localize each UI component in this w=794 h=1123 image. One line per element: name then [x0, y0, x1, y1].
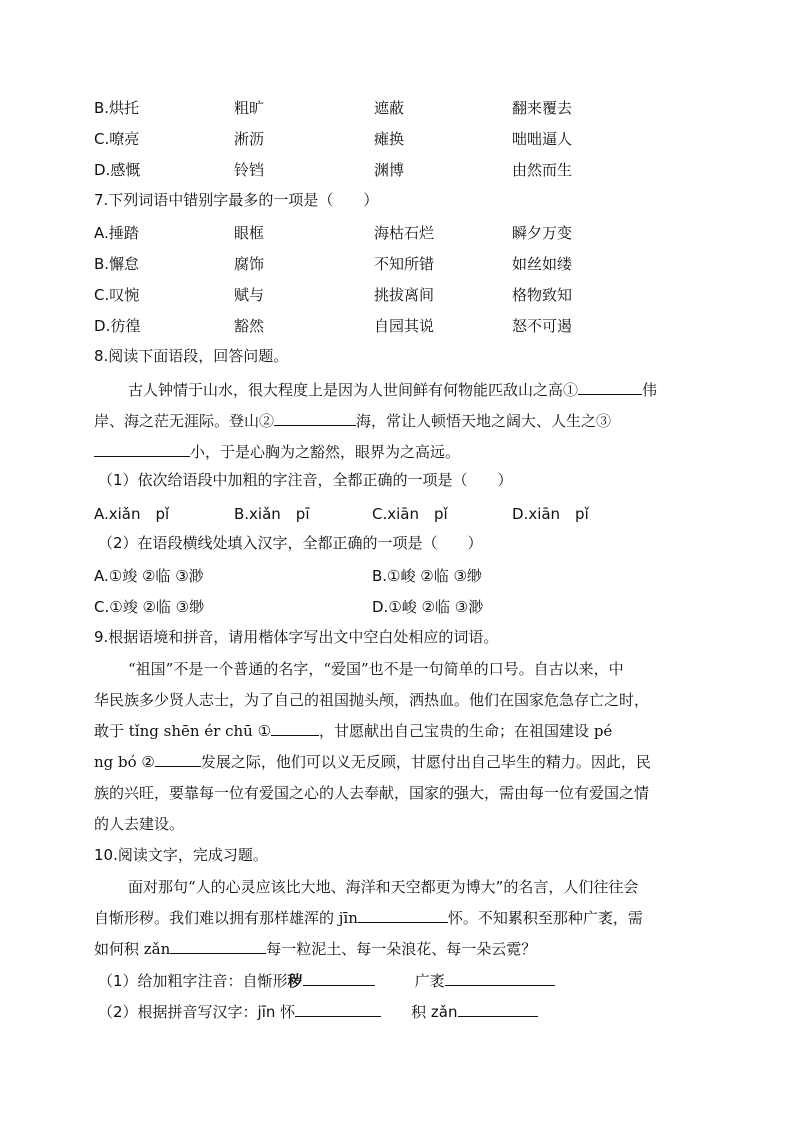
option-word: 赋与: [234, 286, 265, 304]
option-word: 豁然: [234, 317, 265, 335]
q8-passage: [94, 379, 696, 479]
option-word: 铃铛: [234, 161, 265, 179]
blank-1[interactable]: [271, 721, 319, 736]
q10-sub2: （2）根据拼音写汉字：jīn 怀 积 zǎn: [98, 1001, 538, 1022]
option-a[interactable]: A.①竣 ②临 ③渺: [94, 567, 204, 585]
q7-option-d: [94, 315, 714, 337]
answer-blank-1[interactable]: [303, 971, 375, 986]
option-word: 如丝如缕: [512, 255, 573, 273]
q9-line-1: “祖国”不是一个普通的名字，“爱国”也不是一句简单的口号。自古以来，中: [128, 660, 624, 678]
q10-stem: 10.阅读文字，完成习题。: [94, 846, 268, 864]
option-d[interactable]: D.①峻 ②临 ③渺: [372, 598, 484, 616]
option-c[interactable]: C.xiān pǐ: [372, 505, 448, 523]
q8-sub1: （1）依次给语段中加粗的字注音，全都正确的一项是（ ）: [98, 471, 513, 489]
option-word: 不知所错: [374, 255, 435, 273]
q8-sub2-options-cd: [94, 596, 714, 618]
blank-2[interactable]: [155, 752, 201, 767]
option-word: 腐饰: [234, 255, 265, 273]
blank-1[interactable]: [578, 380, 642, 395]
option-d[interactable]: D.xiān pǐ: [512, 505, 589, 523]
option-word: 挑拔离间: [374, 286, 435, 304]
blank-jin[interactable]: [358, 908, 448, 923]
q7-option-b: [94, 253, 714, 275]
q7-option-a: [94, 222, 714, 244]
answer-blank-3[interactable]: [295, 1002, 381, 1017]
q9-line-4: ng bó ② 发展之际，他们可以义无反顾，甘愿付出自己毕生的精力。因此，民: [94, 753, 651, 771]
q8-passage-line-1: 古人钟情于山水，很大程度上是因为人世间鲜有何物能匹敌山之高① 伟: [128, 381, 658, 399]
option-word: 自园其说: [374, 317, 435, 335]
q9-line-3: 敢于 tǐng shēn ér chū ① ，甘愿献出自己宝贵的生命；在祖国建设 pé: [94, 722, 613, 740]
q8-sub2-options-ab: [94, 565, 714, 587]
option-word: 怒不可遏: [512, 317, 573, 335]
q7-option-c: [94, 284, 714, 306]
option-label: C.叹惋: [94, 286, 140, 304]
q10-passage: [94, 876, 696, 956]
q9-passage: [94, 658, 696, 838]
option-word: 格物致知: [512, 286, 573, 304]
option-word: 淅沥: [234, 130, 265, 148]
option-b[interactable]: B.①峻 ②临 ③缈: [372, 567, 482, 585]
option-word: 翻来覆去: [512, 99, 573, 117]
option-word: 瘫换: [374, 130, 405, 148]
option-label: B.懈怠: [94, 255, 140, 273]
q8-sub1-options: [94, 503, 714, 525]
option-a[interactable]: A.xiǎn pǐ: [94, 505, 170, 523]
q8-stem: 8.阅读下面语段，回答问题。: [94, 347, 289, 365]
answer-blank-2[interactable]: [445, 971, 555, 986]
option-c[interactable]: C.①竣 ②临 ③缈: [94, 598, 205, 616]
blank-zan[interactable]: [170, 939, 266, 954]
option-word: 眼框: [234, 224, 265, 242]
answer-blank-4[interactable]: [458, 1002, 538, 1017]
q10-line-3: 如何积 zǎn 每一粒泥土、每一朵浪花、每一朵云霓？: [94, 940, 537, 958]
option-label: A.捶踏: [94, 224, 139, 242]
option-label: D.感慨: [94, 161, 141, 179]
q8-passage-line-3: 小，于是心胸为之豁然，眼界为之高远。: [94, 441, 460, 462]
q6-option-c: [94, 128, 714, 150]
q10-line-2: 自惭形秽。我们难以拥有那样雄浑的 jīn 怀。不知累积至那种广袤，需: [94, 909, 643, 927]
option-word: 瞬夕万变: [512, 224, 573, 242]
q6-option-d: [94, 159, 714, 181]
option-word: 粗旷: [234, 99, 265, 117]
blank-2[interactable]: [274, 411, 356, 426]
q8-passage-line-2: 岸、海之茫无涯际。登山② 海，常让人顿悟天地之阔大、人生之③: [94, 412, 612, 430]
option-word: 咄咄逼人: [512, 130, 573, 148]
option-label: C.嘹亮: [94, 130, 140, 148]
q6-option-b: [94, 97, 714, 119]
option-label: D.彷徨: [94, 317, 141, 335]
q9-line-6: 的人去建设。: [94, 815, 185, 833]
option-label: B.烘托: [94, 99, 140, 117]
q10-sub1: （1）给加粗字注音：自惭形秽 广袤: [98, 970, 555, 991]
option-word: 海枯石烂: [374, 224, 435, 242]
option-word: 渊博: [374, 161, 405, 179]
option-word: 由然而生: [512, 161, 573, 179]
bold-char: 秽: [287, 972, 303, 990]
q10-line-1: 面对那句“人的心灵应该比大地、海洋和天空都更为博大”的名言，人们往往会: [128, 878, 639, 896]
option-b[interactable]: B.xiǎn pī: [234, 505, 310, 523]
q7-stem: 7.下列词语中错别字最多的一项是（ ）: [94, 191, 379, 209]
q9-line-5: 族的兴旺，要靠每一位有爱国之心的人去奉献，国家的强大，需由每一位有爱国之情: [94, 784, 650, 802]
blank-3[interactable]: [94, 442, 190, 457]
option-word: 遮蔽: [374, 99, 405, 117]
q9-stem: 9.根据语境和拼音，请用楷体字写出文中空白处相应的词语。: [94, 628, 499, 646]
q9-line-2: 华民族多少贤人志士，为了自己的祖国抛头颅，洒热血。他们在国家危急存亡之时，: [94, 691, 650, 709]
q8-sub2: （2）在语段横线处填入汉字，全都正确的一项是（ ）: [98, 534, 483, 552]
